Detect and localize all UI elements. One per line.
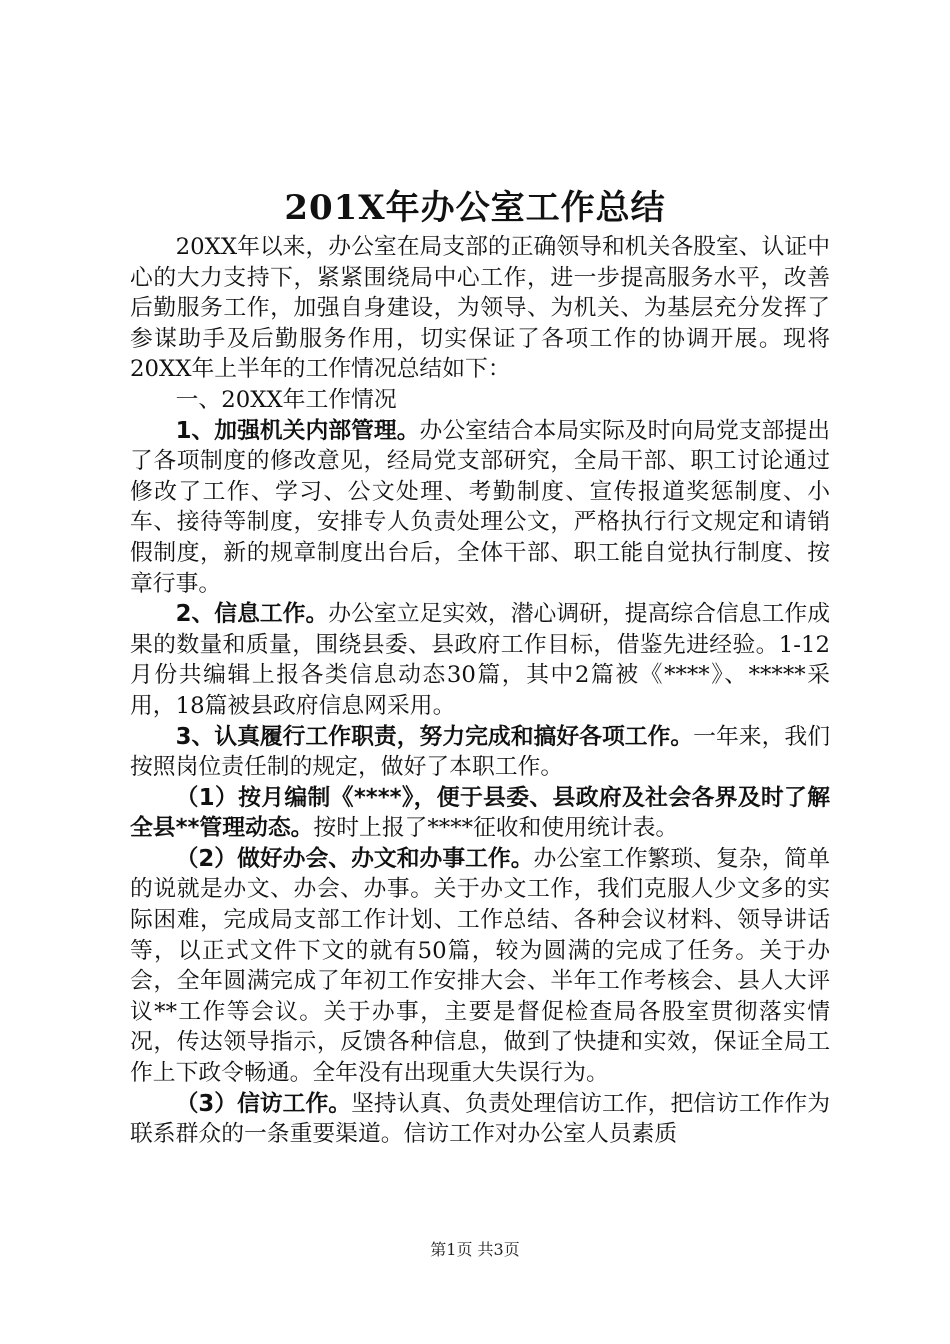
paragraph-lead: （2）做好办会、办文和办事工作。 bbox=[175, 845, 534, 872]
document-title: 201X年办公室工作总结 bbox=[284, 188, 666, 228]
paragraph-text: 办公室立足实效，潜心调研，提高综合信息工作成果的数量和质量，围绕县委、县政府工作目标，借鉴先进经验。1-12月份共编辑上报各类信息动态30篇，其中2篇被《****》、*****采用，18篇被县政府信息网采用。 bbox=[130, 601, 830, 719]
paragraph-lead: 3、认真履行工作职责，努力完成和搞好各项工作。 bbox=[175, 723, 694, 750]
paragraph-meetings-documents bbox=[130, 844, 830, 1089]
paragraph-text: 一、20XX年工作情况 bbox=[175, 386, 397, 413]
paragraph-lead: （1）按月编制《****》，便于县委、县政府及社会各界及时了解全县**管理动态。 bbox=[130, 784, 830, 842]
page-number-footer: 第1页 共3页 bbox=[430, 1240, 520, 1259]
paragraph-lead: 2、信息工作。 bbox=[175, 601, 329, 628]
paragraph-internal-management bbox=[130, 416, 830, 600]
paragraph-duties bbox=[130, 722, 830, 783]
paragraph-text: 20XX年以来，办公室在局支部的正确领导和机关各股室、认证中心的大力支持下，紧紧围绕局中心工作，进一步提高服务水平，改善后勤服务工作，加强自身建设，为领导、为机关、为基层充分发挥了参谋助手及后勤服务作用，切实保证了各项工作的协调开展。现将20XX年上半年的工作情况总结如下： bbox=[130, 234, 830, 383]
paragraph-text: 按时上报了****征收和使用统计表。 bbox=[313, 815, 679, 842]
paragraph-lead: 1、加强机关内部管理。 bbox=[175, 417, 420, 444]
paragraph-intro bbox=[130, 232, 830, 385]
paragraph-information-work bbox=[130, 599, 830, 721]
paragraph-text: 办公室结合本局实际及时向局党支部提出了各项制度的修改意见，经局党支部研究，全局干部、职工讨论通过修改了工作、学习、公文处理、考勤制度、宣传报道奖惩制度、小车、接待等制度，安排专人负责处理公文，严格执行行文规定和请销假制度，新的规章制度出台后，全体干部、职工能自觉执行制度、按章行事。 bbox=[130, 417, 830, 597]
section-heading bbox=[130, 385, 830, 416]
paragraph-text: 坚持认真、负责处理信访工作，把信访工作作为联系群众的一条重要渠道。信访工作对办公室人员素质 bbox=[130, 1090, 830, 1148]
paragraph-text: 一年来，我们按照岗位责任制的规定，做好了本职工作。 bbox=[130, 723, 830, 781]
paragraph-monthly-report bbox=[130, 783, 830, 844]
document-body bbox=[130, 232, 830, 1150]
paragraph-petitions bbox=[130, 1089, 830, 1150]
paragraph-text: 办公室工作繁琐、复杂，简单的说就是办文、办会、办事。关于办文工作，我们克服人少文多的实际困难，完成局支部工作计划、工作总结、各种会议材料、领导讲话等，以正式文件下文的就有50篇，较为圆满的完成了任务。关于办会，全年圆满完成了年初工作安排大会、半年工作考核会、县人大评议**工作等会议。关于办事，主要是督促检查局各股室贯彻落实情况，传达领导指示，反馈各种信息，做到了快捷和实效，保证全局工作上下政令畅通。全年没有出现重大失误行为。 bbox=[130, 845, 830, 1087]
paragraph-lead: （3）信访工作。 bbox=[175, 1090, 352, 1117]
